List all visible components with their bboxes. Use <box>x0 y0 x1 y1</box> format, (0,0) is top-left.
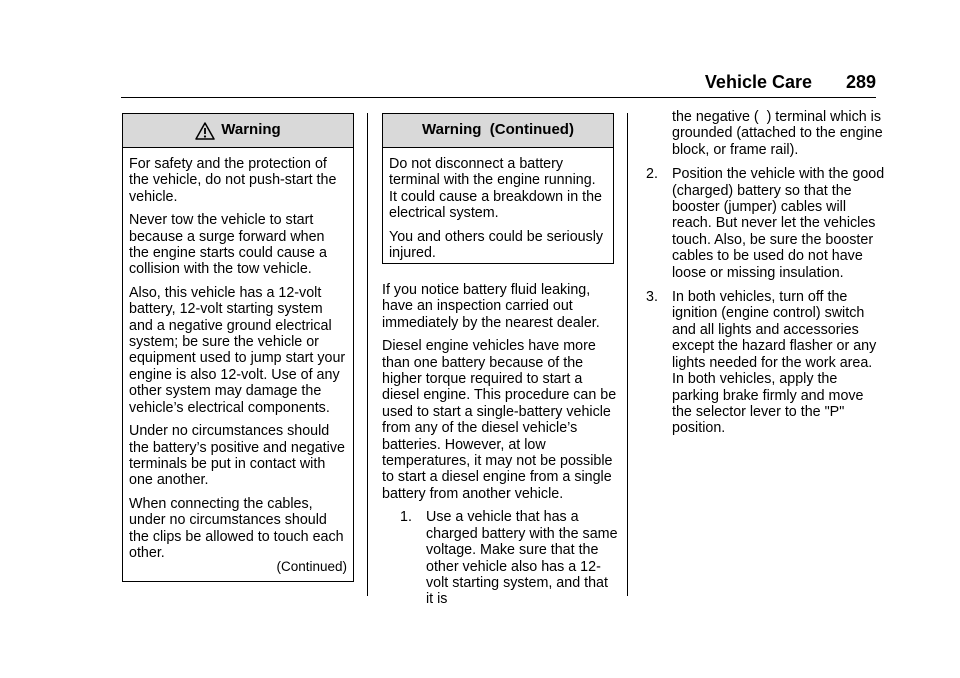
page-header <box>0 70 960 96</box>
warning-continued-title: Warning (Continued) <box>422 121 574 139</box>
warning-paragraph: When connecting the cables, under no circumstances should the clips be allowed to touch each other. <box>129 495 344 561</box>
warning-box <box>122 113 354 582</box>
column-divider <box>367 113 368 596</box>
warning-triangle-icon <box>195 122 215 140</box>
warning-continued-body <box>383 148 613 265</box>
step-item <box>646 289 886 437</box>
step-number: 3. <box>646 289 658 306</box>
warning-continued-box <box>382 113 614 264</box>
step-number: 2. <box>646 166 658 183</box>
warning-continued-header <box>383 114 613 148</box>
warning-paragraph: You and others could be seriously injured. <box>389 228 604 262</box>
page-number: 289 <box>845 72 876 92</box>
step-text: Position the vehicle with the good (charged) battery so that the booster (jumper) cables will reach. But never let the vehicles touch. Also, be sure the booster cables to be used do not have loose or missing insulation. <box>672 166 885 281</box>
column-divider <box>627 113 628 596</box>
warning-paragraph: Under no circumstances should the battery’s positive and negative terminals be put in contact with one another. <box>129 423 345 489</box>
warning-title: Warning <box>221 121 281 139</box>
step-number: 1. <box>400 509 412 526</box>
warning-box-body <box>123 148 353 580</box>
warning-paragraph: For safety and the protection of the vehicle, do not push-start the vehicle. <box>129 156 337 205</box>
warning-paragraph: Also, this vehicle has a 12-volt battery, 12-volt starting system and a negative ground electrical system; be sure the vehicle or equipment used to jump start your engine is also 12-volt. Use of any other system may damage the vehicle’s electrical components. <box>129 284 346 416</box>
step-continuation: the negative ( ) terminal which is grounded (attached to the engine block, or frame rail). <box>672 109 887 158</box>
warning-paragraph: Never tow the vehicle to start because a surge forward when the engine starts could cause a collision with the tow vehicle. <box>129 212 327 278</box>
step-text: Use a vehicle that has a charged battery with the same voltage. Make sure that the other vehicle also has a 12-volt starting system, and that it is <box>426 509 618 608</box>
step-item <box>382 509 618 607</box>
warning-paragraph: Do not disconnect a battery terminal with the engine running. It could cause a breakdown in the electrical system. <box>389 156 603 222</box>
step-item <box>646 166 886 281</box>
right-column-text <box>646 109 886 445</box>
middle-column-text <box>382 282 618 608</box>
continued-label: (Continued) <box>276 559 347 575</box>
body-paragraph: If you notice battery fluid leaking, have an inspection carried out immediately by the nearest dealer. <box>382 282 600 331</box>
body-paragraph: Diesel engine vehicles have more than one battery because of the higher torque required to start a diesel engine. This procedure can be used to start a single-battery vehicle from any of the diesel vehicle’s batteries. However, at low temperatures, it may not be possible to start a diesel engine from a single battery from another vehicle. <box>382 338 617 502</box>
step-text: In both vehicles, turn off the ignition (engine control) switch and all lights and accessories except the hazard flasher or any lights needed for the work area. In both vehicles, apply the parking brake firmly and move the selector lever to the "P" position. <box>672 289 877 437</box>
section-title: Vehicle Care <box>704 72 812 92</box>
warning-box-header <box>123 114 353 148</box>
header-rule <box>121 97 876 98</box>
